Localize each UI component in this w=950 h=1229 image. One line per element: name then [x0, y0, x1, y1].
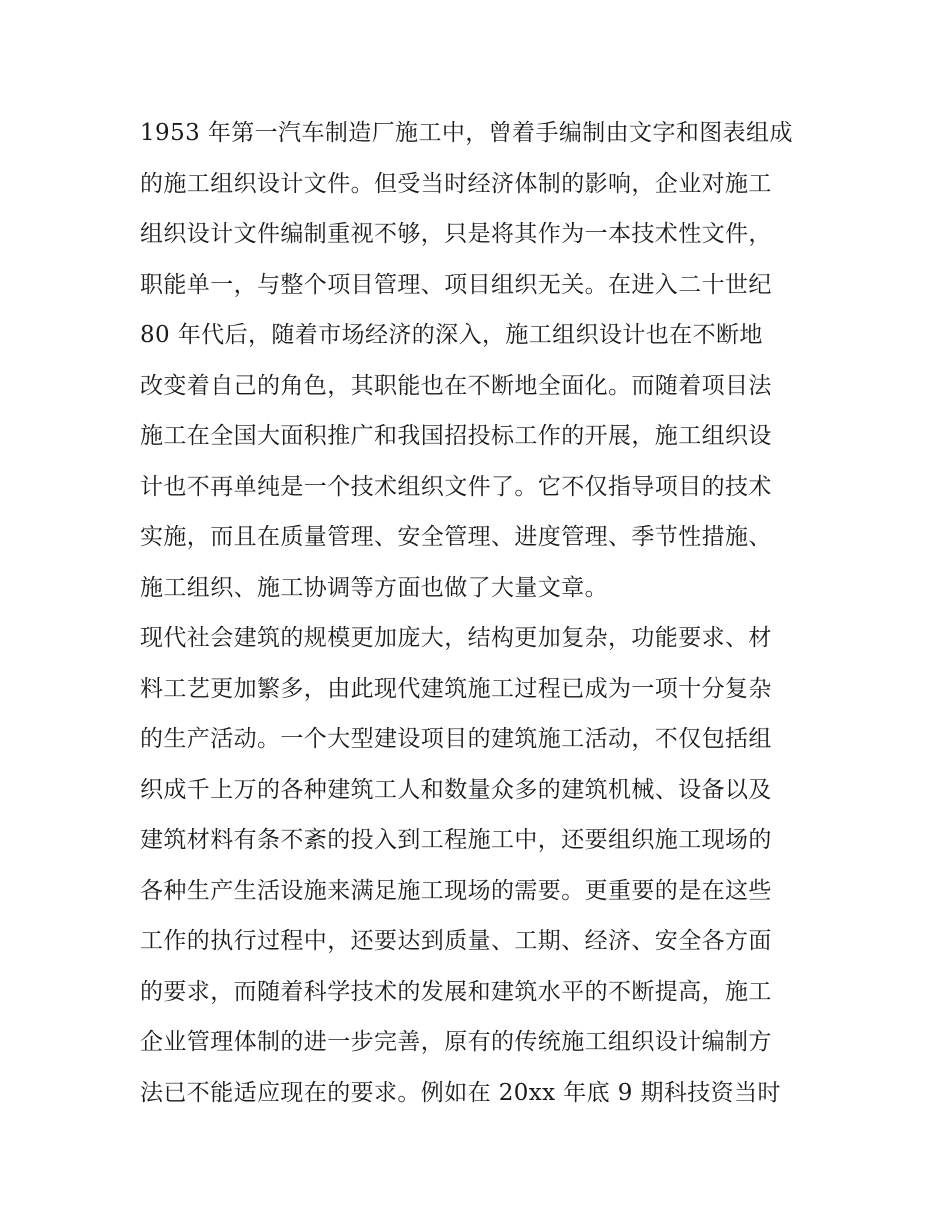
- text-line: 的施工组织设计文件。但受当时经济体制的影响，企业对施工: [140, 170, 772, 197]
- text-line: 实施，而且在质量管理、安全管理、进度管理、季节性措施、: [140, 524, 772, 550]
- text-line: 组织设计文件编制重视不够，只是将其作为一本技术性文件，: [140, 221, 772, 247]
- text-line: 计也不再单纯是一个技术组织文件了。它不仅指导项目的技术: [140, 473, 772, 500]
- text-line: 施工在全国大面积推广和我国招投标工作的开展，施工组织设: [140, 423, 772, 449]
- paragraph-2: [140, 613, 830, 1118]
- text-line: 80 年代后，随着市场经济的深入，施工组织设计也在不断地: [140, 322, 763, 348]
- text-line: 职能单一，与整个项目管理、项目组织无关。在进入二十世纪: [140, 271, 772, 298]
- text-line: 工作的执行过程中，还要达到质量、工期、经济、安全各方面: [140, 928, 772, 954]
- text-line: 企业管理体制的进一步完善，原有的传统施工组织设计编制方: [140, 1029, 772, 1055]
- text-line: 1953 年第一汽车制造厂施工中，曾着手编制由文字和图表组成: [140, 120, 793, 146]
- text-line: 施工组织、施工协调等方面也做了大量文章。: [140, 574, 608, 601]
- text-line: 的生产活动。一个大型建设项目的建筑施工活动，不仅包括组: [140, 726, 772, 752]
- text-line: 建筑材料有条不紊的投入到工程施工中，还要组织施工现场的: [140, 827, 772, 853]
- text-line: 法已不能适应现在的要求。例如在 20xx 年底 9 期科技资当时: [140, 1079, 781, 1106]
- text-line: 各种生产生活设施来满足施工现场的需要。更重要的是在这些: [140, 877, 772, 904]
- text-line: 料工艺更加繁多，由此现代建筑施工过程已成为一项十分复杂: [140, 675, 772, 702]
- paragraph-1: [140, 108, 830, 613]
- text-line: 改变着自己的角色，其职能也在不断地全面化。而随着项目法: [140, 372, 772, 399]
- body-text: [140, 108, 830, 1118]
- text-line: 现代社会建筑的规模更加庞大，结构更加复杂，功能要求、材: [140, 625, 772, 651]
- text-line: 的要求，而随着科学技术的发展和建筑水平的不断提高，施工: [140, 978, 772, 1005]
- text-line: 织成千上万的各种建筑工人和数量众多的建筑机械、设备以及: [140, 776, 772, 803]
